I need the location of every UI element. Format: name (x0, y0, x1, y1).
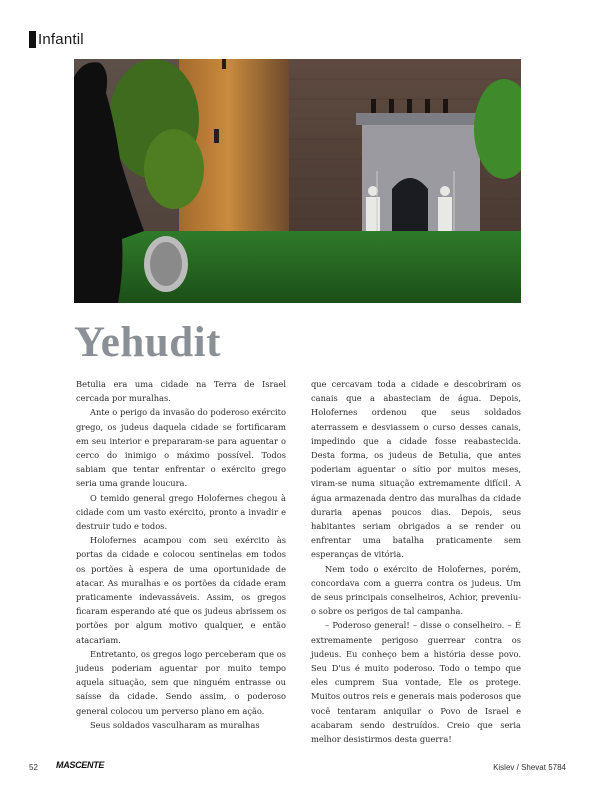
section-label: Infantil (38, 30, 84, 48)
article-column-left (76, 377, 286, 732)
article-column-right (311, 377, 521, 746)
paragraph: Betulia era uma cidade na Terra de Israel cercada por muralhas. (76, 379, 286, 404)
paragraph: O temido general grego Holofernes chegou à cidade com um vasto exército, pronto a invadir e destruir tudo e todos. (76, 492, 286, 532)
magazine-logo: MASCENTE (56, 760, 105, 770)
section-tag (29, 30, 84, 48)
section-marker (29, 31, 36, 48)
article-title: Yehudit (74, 319, 221, 366)
page-number: 52 (29, 763, 38, 772)
paragraph: Nem todo o exército de Holofernes, porém, concordava com a guerra contra os judeus. Um de seus principais conselheiros, Achior, preveniu-o sobre os perigos de tal campanha. (311, 563, 521, 617)
paragraph: Seus soldados vasculharam as muralhas (90, 719, 260, 730)
paragraph: que cercavam toda a cidade e descobriram os canais que a abasteciam de água. Depois, Holofernes ordenou que seus soldados aterrassem e desviassem o curso desses canais, impedindo que a cidade fosse reabastecida. Desta forma, os judeus de Betulia, que antes poderiam aguentar o sítio por muitos meses, viram-se numa situação extremamente difícil. A água armazenada dentro das muralhas da cidade duraria apenas poucos dias. Depois, seus habitantes seriam obrigados a se render ou enfrentar uma batalha praticamente sem esperanças de vitória. (311, 379, 521, 560)
paragraph: Entretanto, os gregos logo perceberam que os judeus poderiam aguentar por muito tempo aquela situação, sem que ninguém entrasse ou saísse da cidade. Sendo assim, o poderoso general colocou um perverso plano em ação. (76, 648, 286, 716)
paragraph: Holofernes acampou com seu exército às portas da cidade e colocou sentinelas em todos os portões à espera de uma oportunidade de atacar. As muralhas e os portões da cidade eram praticamente indevassáveis. Assim, os gregos ficaram esperando até que os judeus abrissem os portões por algum motivo qualquer, e então atacariam. (76, 535, 286, 645)
castle-illustration (74, 59, 521, 303)
paragraph: – Poderoso general! – disse o conselheiro. – É extremamente perigoso guerrear contra os judeus. Eu conheço bem a história desse povo. Seu D'us é muito poderoso. Todo o tempo que eles cumprem Sua vontade, Ele os protege. Muitos outros reis e generais mais poderosos que você tentaram aniquilar o Povo de Israel e acabaram sendo destruídos. Creio que seria melhor desistirmos desta guerra! (311, 620, 521, 745)
paragraph: Ante o perigo da invasão do poderoso exército grego, os judeus daquela cidade se fortificaram em seu interior e prepararam-se para aguentar o cerco do inimigo o máximo possível. Todos sabiam que tentar enfrentar o exército grego seria uma grande loucura. (76, 407, 286, 489)
issue-label: Kislev / Shevat 5784 (493, 763, 566, 772)
hero-image (74, 59, 521, 303)
